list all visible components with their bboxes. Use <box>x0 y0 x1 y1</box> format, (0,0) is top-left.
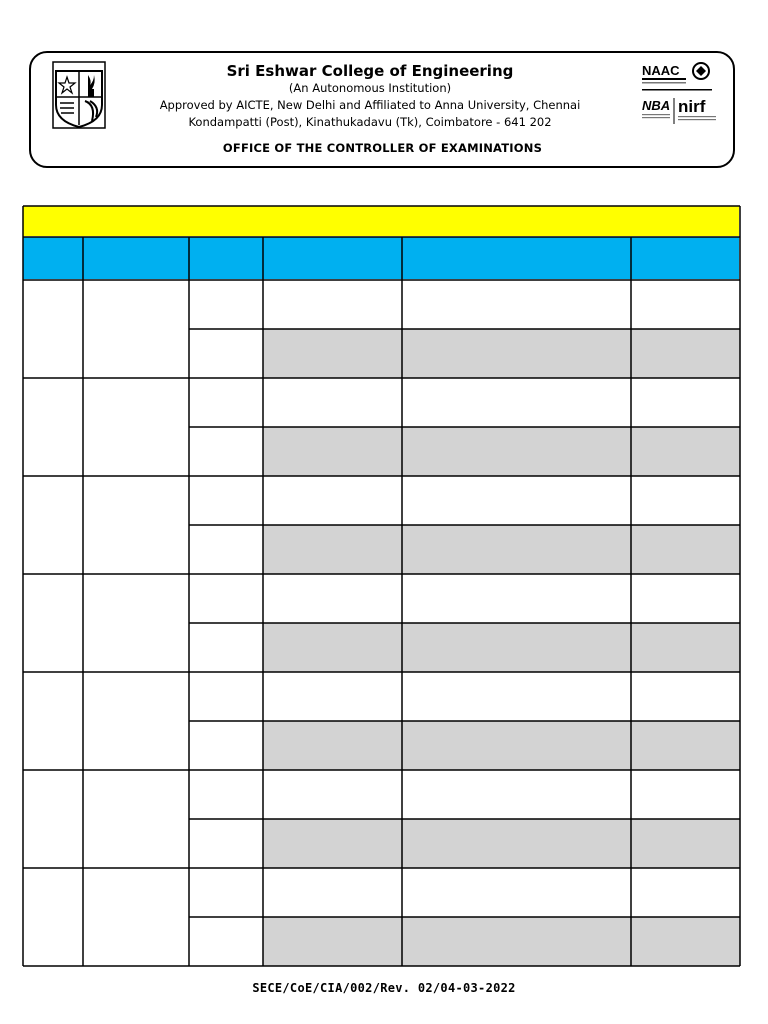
college-name: Sri Eshwar College of Engineering <box>226 62 514 80</box>
table-row-shaded <box>263 623 740 672</box>
svg-text:nirf: nirf <box>678 97 706 116</box>
institution-status: (An Autonomous Institution) <box>288 81 452 95</box>
office-title: OFFICE OF THE CONTROLLER OF EXAMINATIONS <box>222 141 543 155</box>
table-row-shaded <box>263 427 740 476</box>
table-row-shaded <box>263 721 740 770</box>
document-code: SECE/CoE/CIA/002/Rev. 02/04-03-2022 <box>252 981 516 995</box>
table-row-shaded <box>263 329 740 378</box>
table-row-shaded <box>263 819 740 868</box>
table-row-shaded <box>263 917 740 966</box>
table-row-shaded <box>263 525 740 574</box>
svg-text:NBA: NBA <box>642 98 671 113</box>
svg-text:NAAC: NAAC <box>642 63 680 78</box>
approval-line: Approved by AICTE, New Delhi and Affiliated to Anna University, Chennai <box>159 98 581 112</box>
address-line: Kondampatti (Post), Kinathukadavu (Tk), Coimbatore - 641 202 <box>188 115 552 129</box>
